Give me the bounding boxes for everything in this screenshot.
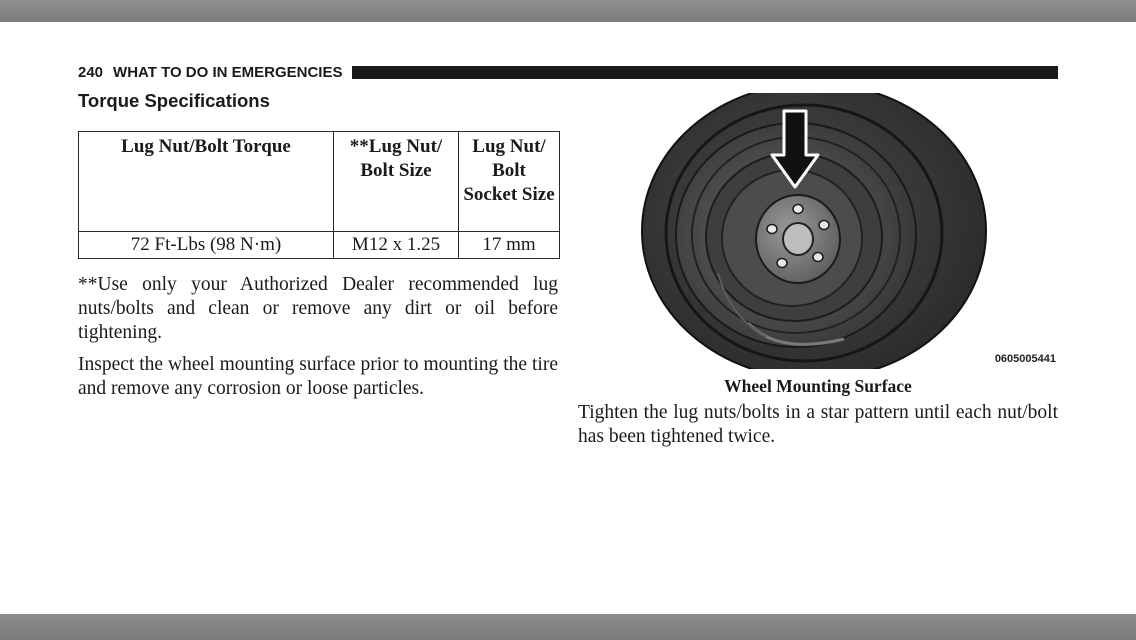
top-frame-bar: [0, 0, 1136, 22]
section-title: Torque Specifications: [78, 90, 270, 111]
cell-socket-size: 17 mm: [459, 232, 560, 259]
table-row: [79, 232, 560, 259]
dealer-note: **Use only your Authorized Dealer recommended lug nuts/bolts and clean or remove any dirt or oil before tightening.: [78, 274, 558, 343]
header-torque: Lug Nut/Bolt Torque: [79, 132, 334, 232]
figure-caption: Wheel Mounting Surface: [724, 376, 912, 396]
tighten-paragraph: Tighten the lug nuts/bolts in a star pattern until each nut/bolt has been tightened twice.: [578, 402, 1058, 447]
header-socket-size: Lug Nut/ Bolt Socket Size: [459, 132, 560, 232]
section-name: WHAT TO DO IN EMERGENCIES: [113, 63, 343, 81]
header-rule: [352, 66, 1058, 79]
bottom-frame-bar: [0, 614, 1136, 640]
inspect-paragraph: Inspect the wheel mounting surface prior to mounting the tire and remove any corrosion or loose particles.: [78, 354, 558, 399]
torque-table: [78, 131, 560, 259]
wheel-figure: [638, 93, 1058, 369]
manual-page: [0, 22, 1136, 614]
wheel-illustration: [638, 93, 1058, 369]
figure-code: 0605005441: [994, 353, 1056, 365]
header-bolt-size: **Lug Nut/ Bolt Size: [334, 132, 459, 232]
table-header-row: [79, 132, 560, 232]
page-number: 240: [78, 63, 104, 81]
cell-torque: 72 Ft-Lbs (98 N·m): [79, 232, 334, 259]
page-header: [78, 63, 1058, 81]
cell-bolt-size: M12 x 1.25: [334, 232, 459, 259]
